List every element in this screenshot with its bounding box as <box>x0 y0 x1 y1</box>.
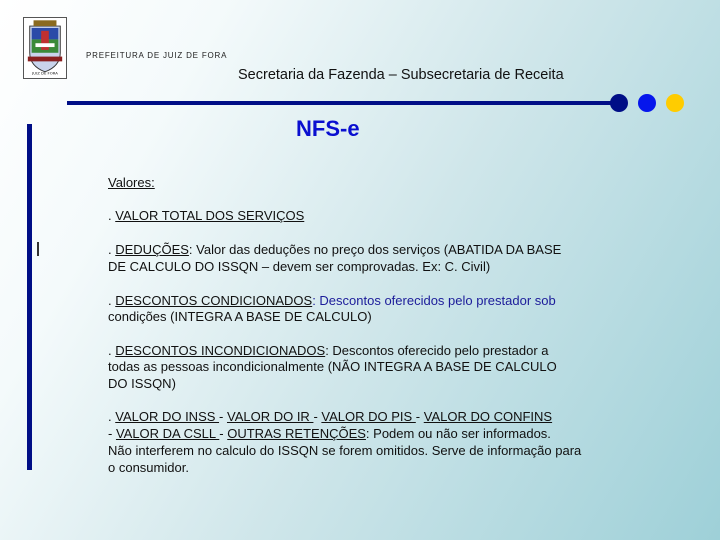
page-title: NFS-e <box>296 116 360 141</box>
term-valor-ir: VALOR DO IR <box>226 409 314 424</box>
retencoes-line-2 <box>108 425 551 442</box>
bullet: . <box>108 343 116 358</box>
separator: - <box>219 426 228 441</box>
item-valor-total <box>108 207 304 224</box>
city-crest-logo <box>23 17 67 79</box>
descontos-incondicionados-continuation-2: DO ISSQN) <box>108 376 176 391</box>
bullet: . <box>108 293 116 308</box>
secretaria-subtitle: Secretaria da Fazenda – Subsecretaria de Receita <box>238 67 564 83</box>
dark-blue-dot-icon <box>610 94 628 112</box>
retencoes-line-3: Não interferem no calculo do ISSQN se forem omitidos. Serve de informação para <box>108 443 582 458</box>
item-retencoes <box>108 408 552 425</box>
term-valor-total: VALOR TOTAL DOS SERVIÇOS <box>115 208 305 223</box>
term-valor-pis: VALOR DO PIS <box>321 409 416 424</box>
retencoes-description: : Podem ou não ser informados. <box>365 426 551 441</box>
descontos-condicionados-continuation: condições (INTEGRA A BASE DE CALCULO) <box>108 309 372 324</box>
term-valor-confins: VALOR DO CONFINS <box>423 409 553 424</box>
term-descontos-condicionados: DESCONTOS CONDICIONADOS <box>115 293 313 308</box>
separator: - <box>108 426 116 441</box>
blue-dot-icon <box>638 94 656 112</box>
deducoes-description: : Valor das deduções no preço dos serviços (ABATIDA DA BASE <box>188 242 562 257</box>
deducoes-continuation: DE CALCULO DO ISSQN – devem ser comprovadas. Ex: C. Civil) <box>108 259 491 274</box>
values-heading-text: Valores: <box>108 175 155 190</box>
prefeitura-label: PREFEITURA DE JUIZ DE FORA <box>86 51 228 60</box>
term-descontos-incondicionados: DESCONTOS INCONDICIONADOS <box>115 343 326 358</box>
item-descontos-condicionados <box>108 292 556 309</box>
left-accent-bar <box>27 124 32 470</box>
term-deducoes: DEDUÇÕES <box>115 242 189 257</box>
separator: - <box>313 409 322 424</box>
term-valor-csll: VALOR DA CSLL <box>115 426 220 441</box>
left-tick-mark <box>37 242 39 256</box>
svg-text:JUIZ DE FORA: JUIZ DE FORA <box>32 70 58 76</box>
bullet: . <box>108 409 116 424</box>
item-descontos-incondicionados <box>108 342 549 359</box>
descontos-condicionados-description: : Descontos oferecidos pelo prestador sob <box>312 293 556 308</box>
header-divider <box>67 101 615 105</box>
descontos-incondicionados-continuation: todas as pessoas incondicionalmente (NÃO INTEGRA A BASE DE CALCULO <box>108 359 557 374</box>
item-deducoes <box>108 241 561 258</box>
values-heading <box>108 174 155 191</box>
separator: - <box>415 409 424 424</box>
separator: - <box>219 409 227 424</box>
yellow-dot-icon <box>666 94 684 112</box>
descontos-incondicionados-description: : Descontos oferecido pelo prestador a <box>325 343 549 358</box>
bullet: . <box>108 242 116 257</box>
bullet: . <box>108 208 116 223</box>
term-outras-retencoes: OUTRAS RETENÇÕES <box>227 426 366 441</box>
retencoes-line-4: o consumidor. <box>108 460 189 475</box>
term-valor-inss: VALOR DO INSS <box>115 409 220 424</box>
